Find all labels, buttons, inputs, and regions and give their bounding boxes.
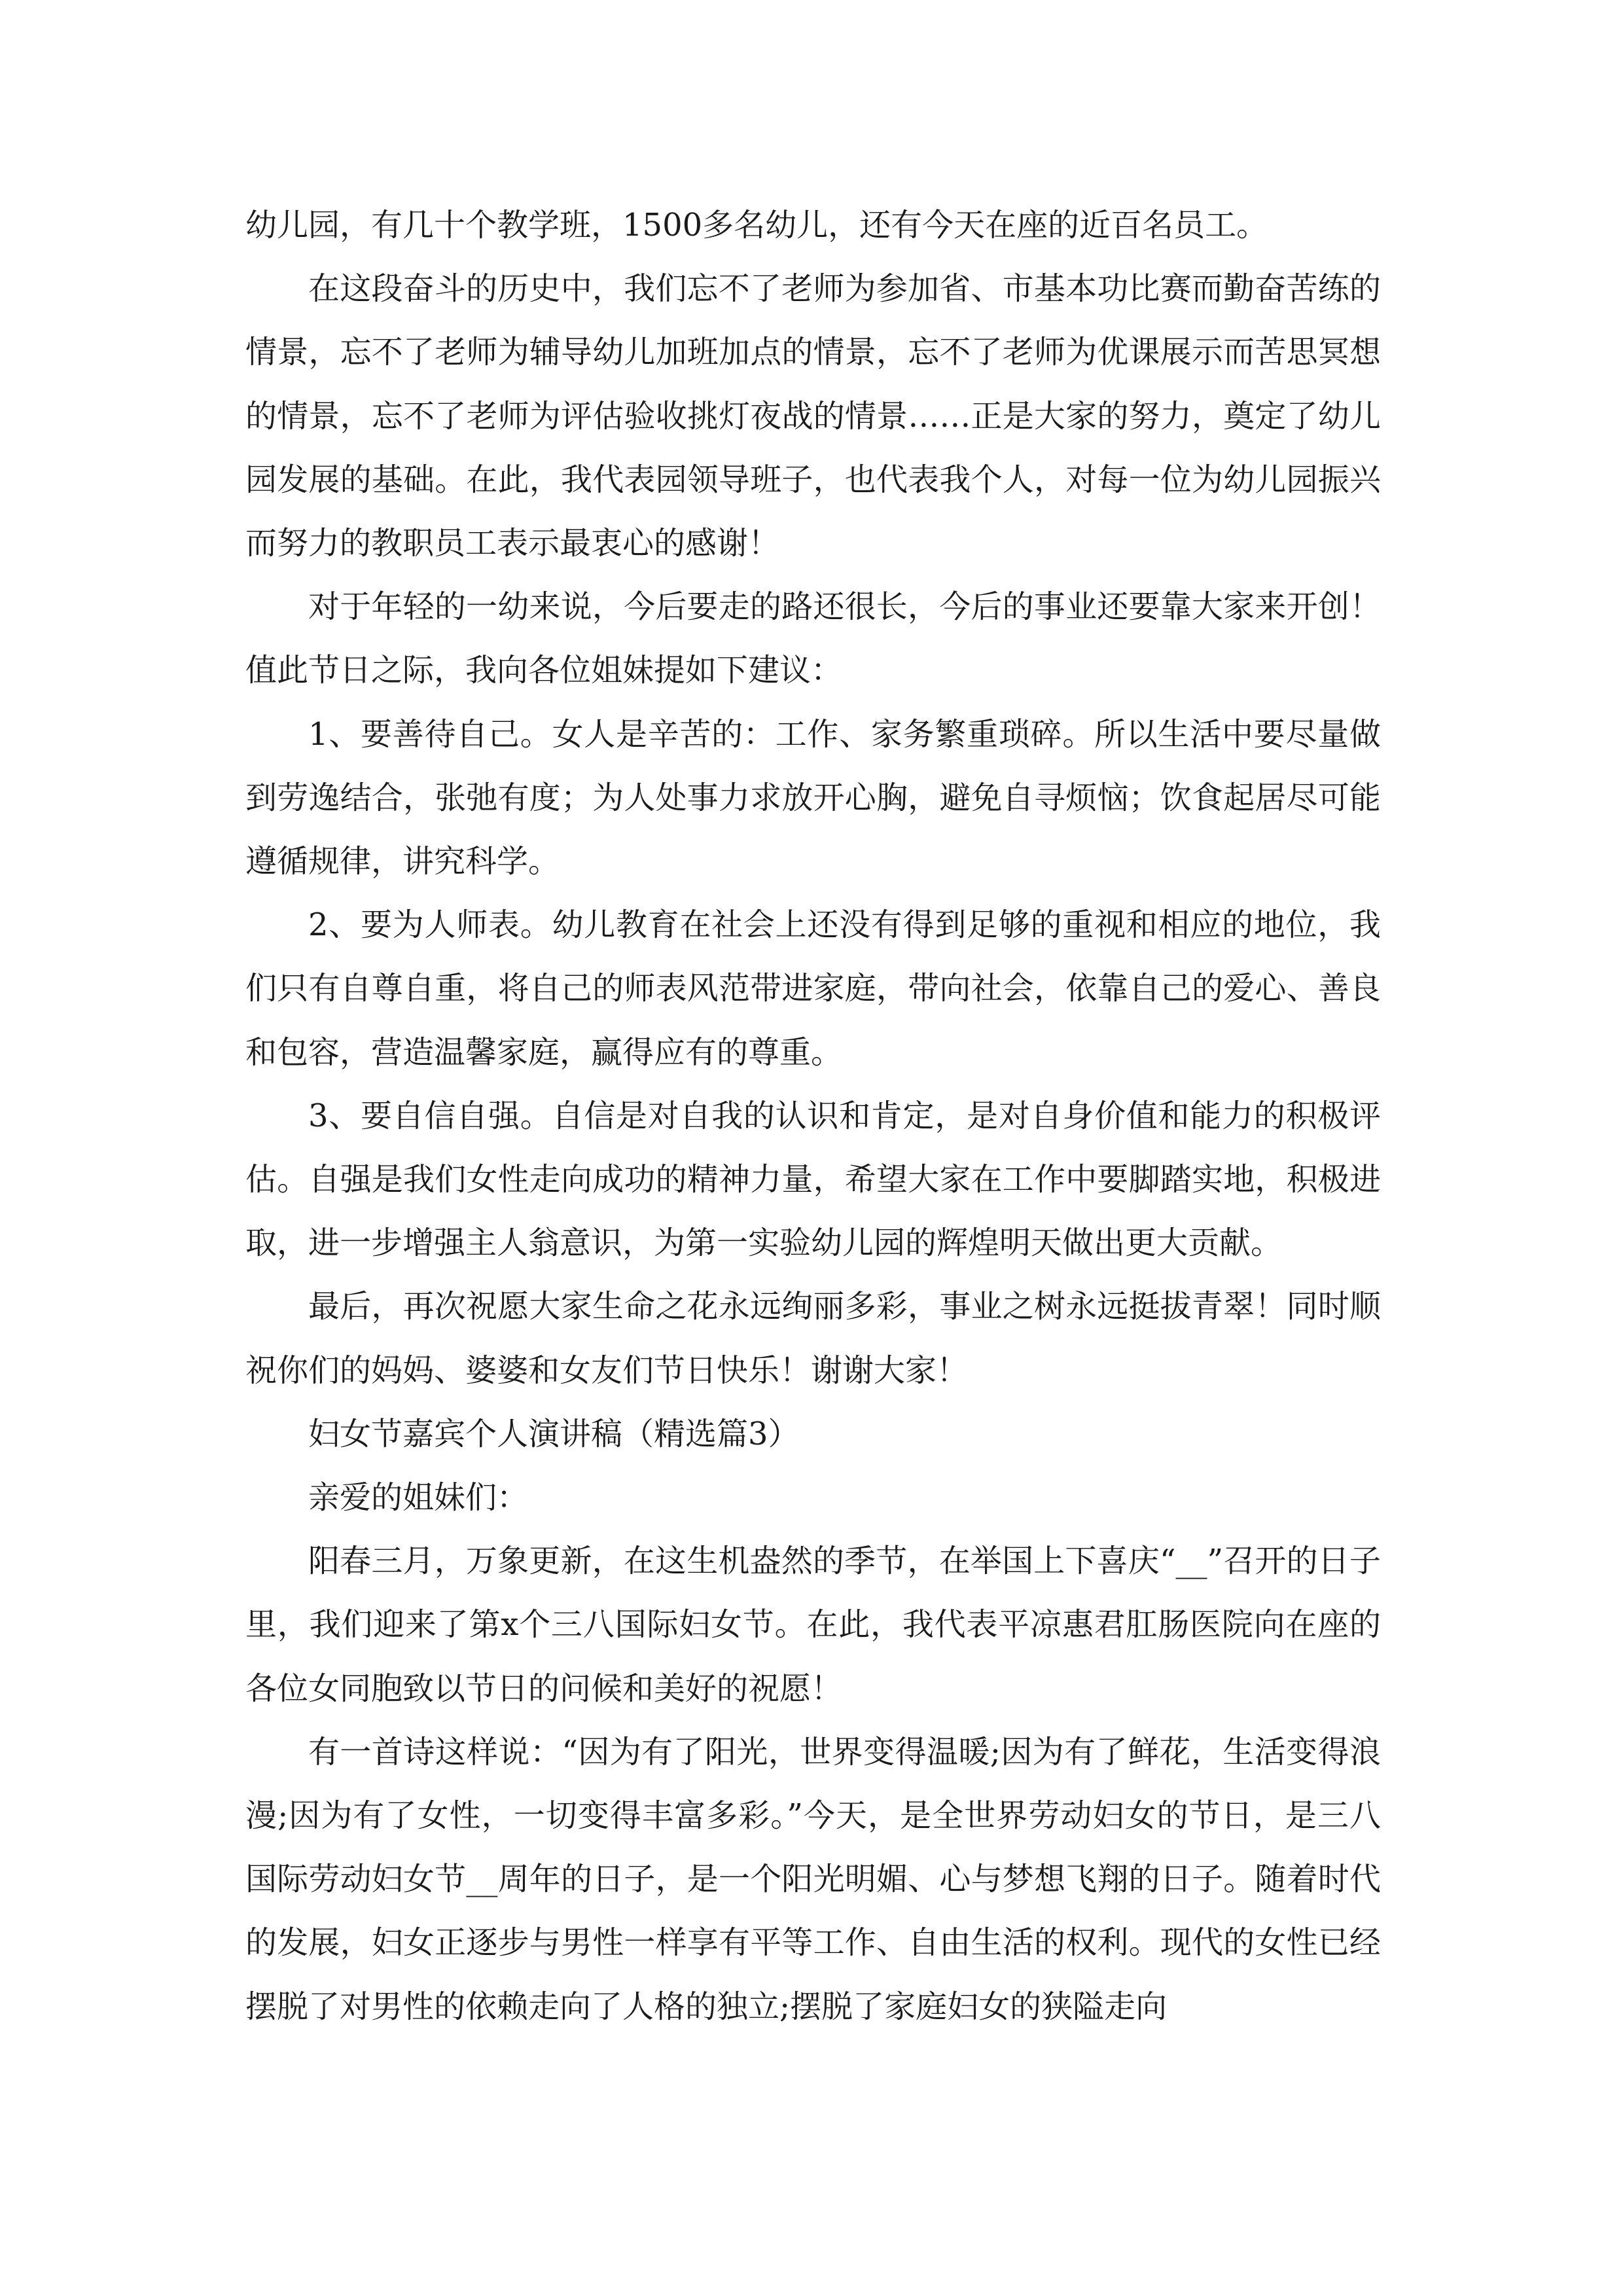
paragraph-suggestion-3: 3、要自信自强。自信是对自我的认识和肯定，是对自身价值和能力的积极评估。自强是我们女性走向成功的精神力量，希望大家在工作中要脚踏实地，积极进取，进一步增强主人翁意识，为第一实验幼儿园的辉煌明天做出更大贡献。 xyxy=(245,1097,1381,1262)
salutation: 亲爱的姐妹们： xyxy=(308,1479,529,1516)
paragraph-continued: 幼儿园，有几十个教学班，1500多名幼儿，还有今天在座的近百名员工。 xyxy=(245,207,1268,243)
paragraph-poem: 有一首诗这样说：“因为有了阳光，世界变得温暖;因为有了鲜花，生活变得浪漫;因为有了女性，一切变得丰富多彩。”今天，是全世界劳动妇女的节日，是三八国际劳动妇女节__周年的日子，是一个阳光明媚、心与梦想飞翔的日子。随着时代的发展，妇女正逐步与男性一样享有平等工作、自由生活的权利。现代的女性已经摆脱了对男性的依赖走向了人格的独立;摆脱了家庭妇女的狭隘走向 xyxy=(245,1733,1381,2025)
paragraph-spring: 阳春三月，万象更新，在这生机盎然的季节，在举国上下喜庆“__”召开的日子里，我们迎来了第x个三八国际妇女节。在此，我代表平凉惠君肛肠医院向在座的各位女同胞致以节日的问候和美好的祝愿！ xyxy=(245,1543,1381,1707)
paragraph-suggestion-1: 1、要善待自己。女人是辛苦的：工作、家务繁重琐碎。所以生活中要尽量做到劳逸结合，张弛有度；为人处事力求放开心胸，避免自寻烦恼；饮食起居尽可能遵循规律，讲究科学。 xyxy=(245,715,1381,880)
document-body xyxy=(245,194,1381,2039)
paragraph-history: 在这段奋斗的历史中，我们忘不了老师为参加省、市基本功比赛而勤奋苦练的情景，忘不了老师为辅导幼儿加班加点的情景，忘不了老师为优课展示而苦思冥想的情景，忘不了老师为评估验收挑灯夜战的情景……正是大家的努力，奠定了幼儿园发展的基础。在此，我代表园领导班子，也代表我个人，对每一位为幼儿园振兴而努力的教职员工表示最衷心的感谢！ xyxy=(245,270,1381,562)
section-heading: 妇女节嘉宾个人演讲稿（精选篇3） xyxy=(308,1415,800,1452)
paragraph-future: 对于年轻的一幼来说，今后要走的路还很长，今后的事业还要靠大家来开创！值此节日之际，我向各位姐妹提如下建议： xyxy=(245,588,1381,689)
paragraph-suggestion-2: 2、要为人师表。幼儿教育在社会上还没有得到足够的重视和相应的地位，我们只有自尊自重，将自己的师表风范带进家庭，带向社会，依靠自己的爱心、善良和包容，营造温馨家庭，赢得应有的尊重。 xyxy=(245,906,1381,1071)
paragraph-closing: 最后，再次祝愿大家生命之花永远绚丽多彩，事业之树永远挺拔青翠！同时顺祝你们的妈妈、婆婆和女友们节日快乐！谢谢大家！ xyxy=(245,1288,1381,1389)
